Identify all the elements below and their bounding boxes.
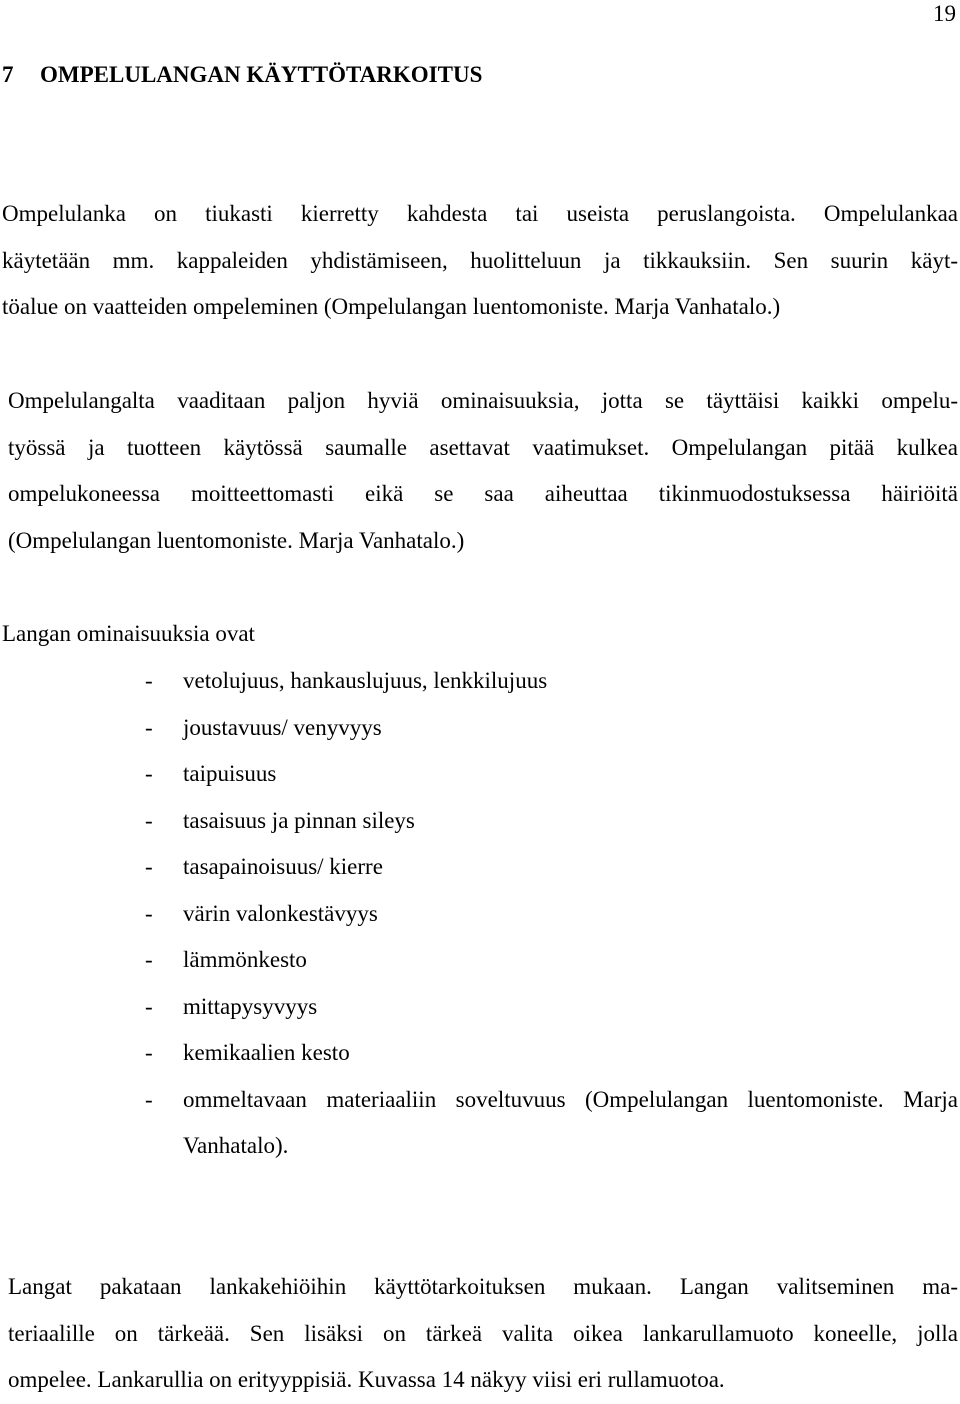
chapter-title: OMPELULANGAN KÄYTTÖTARKOITUS bbox=[40, 62, 483, 87]
list-item bbox=[0, 844, 960, 891]
list-item-text: värin valonkestävyys bbox=[183, 900, 378, 926]
list-item-text: kemikaalien kesto bbox=[183, 1040, 350, 1065]
paragraph-line: Ompelulanka on tiukasti kierretty kahdesta tai useista peruslangoista. Ompelulankaa bbox=[2, 201, 958, 226]
list-dash: - bbox=[145, 854, 153, 879]
list-dash: - bbox=[145, 714, 153, 740]
page-number: 19 bbox=[933, 1, 956, 26]
paragraph-line: (Ompelulangan luentomoniste. Marja Vanhatalo.) bbox=[8, 527, 465, 553]
paragraph-line: käytetään mm. kappaleiden yhdistämiseen, huolitteluun ja tikkauksiin. Sen suurin käyt- bbox=[2, 247, 958, 273]
paragraph-line: töalue on vaatteiden ompeleminen (Ompelulangan luentomoniste. Marja Vanhatalo.) bbox=[2, 294, 781, 319]
list-item-text: vetolujuus, hankauslujuus, lenkkilujuus bbox=[183, 668, 548, 693]
paragraph-line: teriaalille on tärkeää. Sen lisäksi on tärkeä valita oikea lankarullamuoto koneelle, jolla bbox=[8, 1320, 958, 1346]
chapter-number: 7 bbox=[2, 62, 14, 87]
list-dash: - bbox=[145, 900, 153, 926]
list-dash: - bbox=[145, 947, 153, 972]
list-item-text: joustavuus/ venyvyys bbox=[183, 714, 382, 740]
paragraph-thread-requirements bbox=[8, 378, 958, 564]
paragraph-line: ompelukoneessa moitteettomasti eikä se saa aiheuttaa tikinmuodostuksessa häiriöitä bbox=[8, 481, 958, 506]
list-item-text: tasapainoisuus/ kierre bbox=[183, 854, 383, 879]
list-item bbox=[0, 751, 960, 798]
chapter-heading bbox=[2, 60, 482, 90]
list-dash: - bbox=[145, 1040, 153, 1065]
list-item-text: mittapysyvyys bbox=[183, 993, 318, 1019]
list-dash: - bbox=[145, 1086, 153, 1112]
paragraph-thread-definition bbox=[2, 191, 958, 331]
paragraph-line: ompelee. Lankarullia on erityyppisiä. Kuvassa 14 näkyy viisi eri rullamuotoa. bbox=[8, 1367, 725, 1392]
list-dash: - bbox=[145, 993, 153, 1019]
list-item-text: taipuisuus bbox=[183, 761, 277, 786]
paragraph-line: Langat pakataan lankakehiöihin käyttötarkoituksen mukaan. Langan valitseminen ma- bbox=[8, 1274, 958, 1299]
list-item bbox=[0, 937, 960, 984]
list-item bbox=[0, 798, 960, 845]
list-item-text: lämmönkesto bbox=[183, 947, 307, 972]
paragraph-thread-packaging bbox=[8, 1264, 958, 1404]
list-item bbox=[0, 891, 960, 938]
list-item-text: ommeltavaan materiaaliin soveltuvuus (Ompelulangan luentomoniste. Marja Vanhatalo). bbox=[183, 1086, 958, 1158]
thread-properties-list bbox=[0, 658, 960, 1170]
paragraph-line: Ompelulangalta vaaditaan paljon hyviä ominaisuuksia, jotta se täyttäisi kaikki ompelu- bbox=[8, 388, 958, 413]
list-item bbox=[0, 1030, 960, 1077]
list-dash: - bbox=[145, 807, 153, 833]
list-item bbox=[0, 984, 960, 1031]
list-item bbox=[0, 1077, 960, 1170]
list-item-text: tasaisuus ja pinnan sileys bbox=[183, 807, 415, 833]
paragraph-line: työssä ja tuotteen käytössä saumalle asettavat vaatimukset. Ompelulangan pitää kulkea bbox=[8, 434, 958, 460]
list-intro: Langan ominaisuuksia ovat bbox=[2, 621, 255, 646]
list-item bbox=[0, 658, 960, 705]
list-item bbox=[0, 705, 960, 752]
list-dash: - bbox=[145, 668, 153, 693]
list-dash: - bbox=[145, 761, 153, 786]
